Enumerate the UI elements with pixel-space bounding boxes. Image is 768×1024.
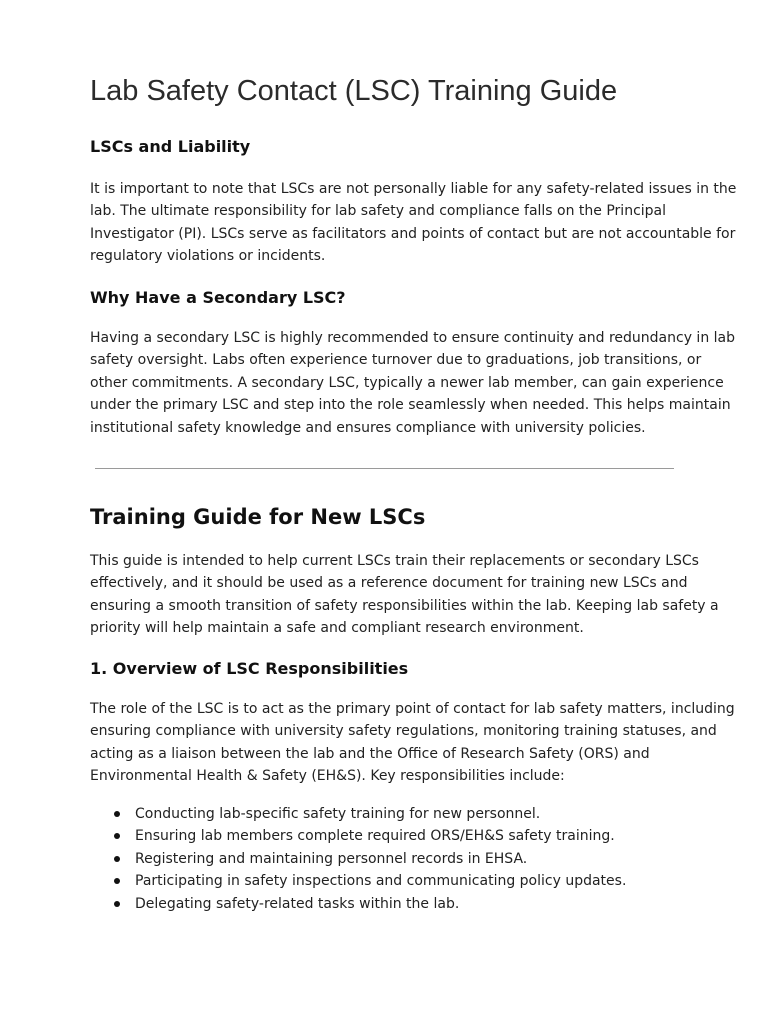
heading-training-guide: Training Guide for New LSCs: [90, 505, 426, 529]
text-line: regulatory violations or incidents.: [90, 248, 326, 265]
paragraph-secondary-lsc: [90, 327, 736, 439]
horizontal-divider: [95, 468, 674, 469]
text-line: other commitments. A secondary LSC, typically a newer lab member, can gain experience: [90, 374, 724, 391]
bullet-icon: [114, 811, 120, 817]
paragraph-overview: [90, 698, 735, 788]
text-line: institutional safety knowledge and ensures compliance with university policies.: [90, 419, 646, 436]
text-line: Investigator (PI). LSCs serve as facilitators and points of contact but are not accountable for: [90, 225, 736, 242]
text-line: The role of the LSC is to act as the primary point of contact for lab safety matters, including: [90, 701, 735, 717]
heading-lscs-and-liability: LSCs and Liability: [90, 137, 251, 156]
text-line: Having a secondary LSC is highly recommended to ensure continuity and redundancy in lab: [90, 330, 736, 346]
text-line: under the primary LSC and step into the role seamlessly when needed. This helps maintain: [90, 397, 731, 414]
text-line: ensuring a smooth transition of safety responsibilities within the lab. Keeping lab safety a: [90, 597, 719, 614]
list-item-text: Ensuring lab members complete required ORS/EH&S safety training.: [135, 828, 615, 845]
list-item-text: Registering and maintaining personnel records in EHSA.: [135, 850, 528, 867]
text-line: ensuring compliance with university safety regulations, monitoring training statuses, and: [90, 723, 717, 740]
list-item-text: Delegating safety-related tasks within the lab.: [135, 895, 460, 912]
page-title: Lab Safety Contact (LSC) Training Guide: [90, 75, 618, 107]
text-line: priority will help maintain a safe and compliant research environment.: [90, 620, 584, 637]
paragraph-liability: [90, 178, 737, 268]
text-line: It is important to note that LSCs are not personally liable for any safety-related issues in the: [90, 181, 737, 197]
text-line: effectively, and it should be used as a reference document for training new LSCs and: [90, 575, 688, 592]
bullet-icon: [114, 856, 120, 862]
list-item-text: Participating in safety inspections and communicating policy updates.: [135, 873, 627, 890]
text-line: acting as a liaison between the lab and the Office of Research Safety (ORS) and: [90, 745, 650, 762]
list-item-text: Conducting lab-specific safety training for new personnel.: [135, 806, 541, 822]
text-line: lab. The ultimate responsibility for lab safety and compliance falls on the Principal: [90, 203, 667, 220]
bullet-icon: [114, 878, 120, 884]
bullet-icon: [114, 901, 120, 907]
heading-why-secondary-lsc: Why Have a Secondary LSC?: [90, 288, 346, 307]
text-line: safety oversight. Labs often experience turnover due to graduations, job transitions, or: [90, 352, 702, 369]
bullet-icon: [114, 833, 120, 839]
text-line: This guide is intended to help current LSCs train their replacements or secondary LSCs: [90, 553, 699, 569]
paragraph-training-guide: [90, 550, 719, 640]
text-line: Environmental Health & Safety (EH&S). Key responsibilities include:: [90, 768, 565, 785]
heading-overview-responsibilities: 1. Overview of LSC Responsibilities: [90, 659, 409, 678]
